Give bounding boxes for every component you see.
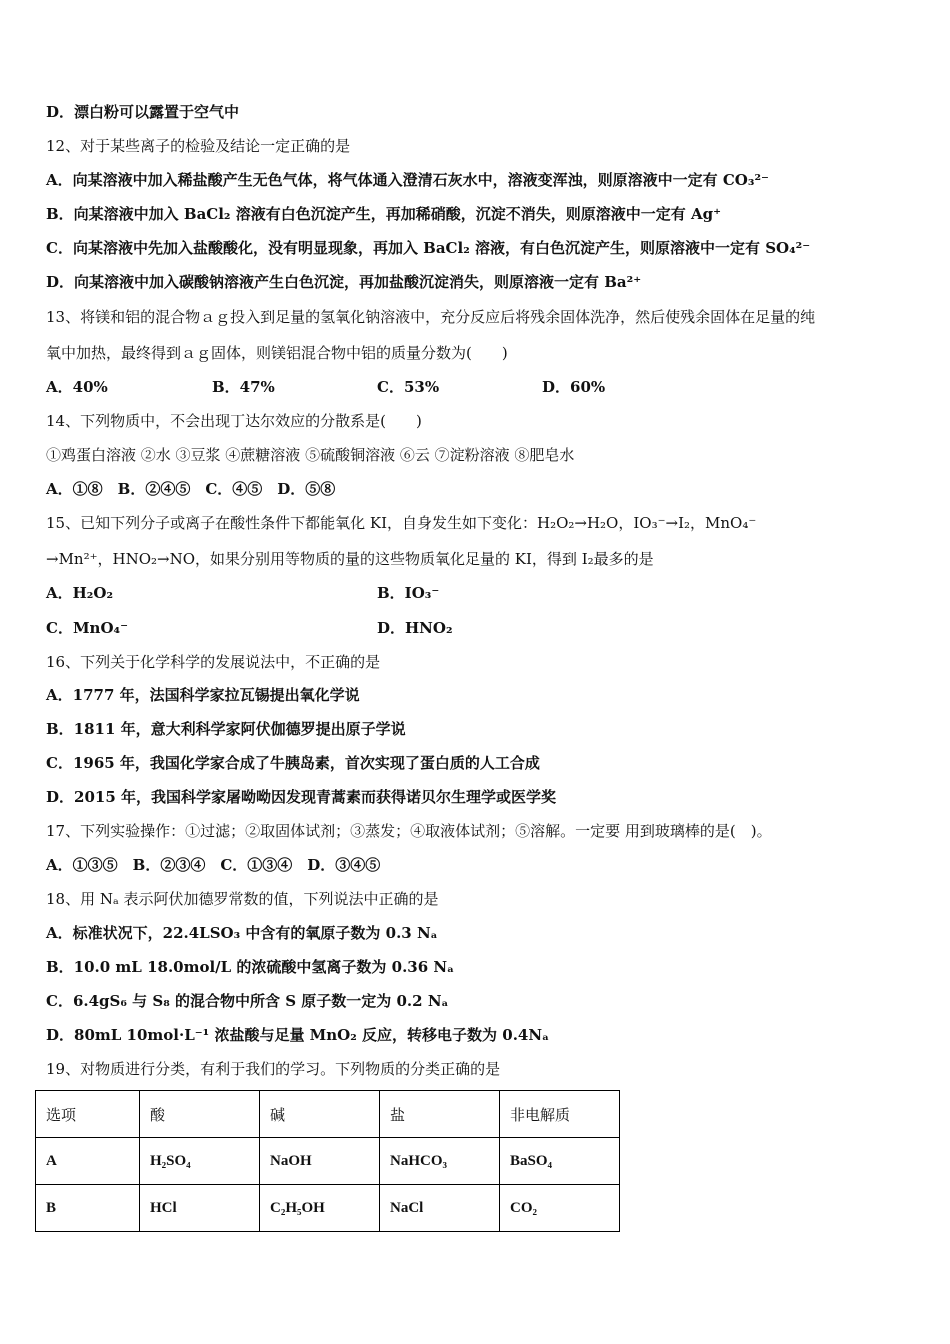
q15-option-c: C．MnO₄⁻ xyxy=(46,619,129,637)
q16-option-c: C．1965 年，我国化学家合成了牛胰岛素，首次实现了蛋白质的人工合成 xyxy=(46,754,540,772)
header-cell: 非电解质 xyxy=(500,1091,620,1138)
header-cell: 盐 xyxy=(380,1091,500,1138)
table-cell: NaHCO₃ xyxy=(380,1138,500,1185)
table-header-row xyxy=(36,1091,620,1138)
q13-option-b: B．47% xyxy=(212,378,275,396)
table-cell: C₂H₅OH xyxy=(260,1185,380,1232)
q14-stem: 14、下列物质中，不会出现丁达尔效应的分散系是( ) xyxy=(46,412,422,430)
q12-option-a: A．向某溶液中加入稀盐酸产生无色气体，将气体通入澄清石灰水中，溶液变浑浊，则原溶液中一定有 CO₃²⁻ xyxy=(46,171,769,189)
table-cell: H₂SO₄ xyxy=(140,1138,260,1185)
header-cell: 选项 xyxy=(36,1091,140,1138)
q13-stem-line1: 13、将镁和铝的混合物ａｇ投入到足量的氢氧化钠溶液中，充分反应后将残余固体洗净，然后使残余固体在足量的纯 xyxy=(46,308,816,326)
q15-stem-line1: 15、已知下列分子或离子在酸性条件下都能氧化 KI，自身发生如下变化：H₂O₂→H₂O，IO₃⁻→I₂，MnO₄⁻ xyxy=(46,514,757,532)
q16-option-b: B．1811 年，意大利科学家阿伏伽德罗提出原子学说 xyxy=(46,720,406,738)
q18-option-d: D．80mL 10mol·L⁻¹ 浓盐酸与足量 MnO₂ 反应，转移电子数为 0.4Nₐ xyxy=(46,1026,550,1044)
classification-table xyxy=(35,1090,620,1232)
q12-stem: 12、对于某些离子的检验及结论一定正确的是 xyxy=(46,137,351,155)
table-cell: HCl xyxy=(140,1185,260,1232)
q15-option-b: B．IO₃⁻ xyxy=(377,584,440,602)
q15-stem-line2: →Mn²⁺，HNO₂→NO，如果分别用等物质的量的这些物质氧化足量的 KI，得到 I₂最多的是 xyxy=(46,550,654,568)
q12-option-c: C．向某溶液中先加入盐酸酸化，没有明显现象，再加入 BaCl₂ 溶液，有白色沉淀产生，则原溶液中一定有 SO₄²⁻ xyxy=(46,239,811,257)
table-cell: NaOH xyxy=(260,1138,380,1185)
q18-option-a: A．标准状况下，22.4LSO₃ 中含有的氧原子数为 0.3 Nₐ xyxy=(46,924,438,942)
q19-stem: 19、对物质进行分类，有利于我们的学习。下列物质的分类正确的是 xyxy=(46,1060,501,1078)
q17-options: A．①③⑤ B．②③④ C．①③④ D．③④⑤ xyxy=(46,856,381,874)
q16-stem: 16、下列关于化学科学的发展说法中，不正确的是 xyxy=(46,653,381,671)
table-cell: BaSO₄ xyxy=(500,1138,620,1185)
q15-option-d: D．HNO₂ xyxy=(377,619,453,637)
q18-stem: 18、用 Nₐ 表示阿伏加德罗常数的值，下列说法中正确的是 xyxy=(46,890,439,908)
q12-option-d: D．向某溶液中加入碳酸钠溶液产生白色沉淀，再加盐酸沉淀消失，则原溶液一定有 Ba²⁺ xyxy=(46,273,642,291)
q12-option-b: B．向某溶液中加入 BaCl₂ 溶液有白色沉淀产生，再加稀硝酸，沉淀不消失，则原溶液中一定有 Ag⁺ xyxy=(46,205,721,223)
q16-option-d: D．2015 年，我国科学家屠呦呦因发现青蒿素而获得诺贝尔生理学或医学奖 xyxy=(46,788,556,806)
q17-stem: 17、下列实验操作：①过滤；②取固体试剂；③蒸发；④取液体试剂；⑤溶解。一定要 用到玻璃棒的是( )。 xyxy=(46,822,772,840)
table-row xyxy=(36,1185,620,1232)
q11-option-d: D．漂白粉可以露置于空气中 xyxy=(46,103,240,121)
q13-option-c: C．53% xyxy=(377,378,440,396)
q13-option-d: D．60% xyxy=(542,378,606,396)
table-cell: NaCl xyxy=(380,1185,500,1232)
q18-option-c: C．6.4gS₆ 与 S₈ 的混合物中所含 S 原子数一定为 0.2 Nₐ xyxy=(46,992,449,1010)
q14-items: ①鸡蛋白溶液 ②水 ③豆浆 ④蔗糖溶液 ⑤硫酸铜溶液 ⑥云 ⑦淀粉溶液 ⑧肥皂水 xyxy=(46,446,575,464)
q14-options: A．①⑧ B．②④⑤ C．④⑤ D．⑤⑧ xyxy=(46,480,336,498)
header-cell: 酸 xyxy=(140,1091,260,1138)
q13-option-a: A．40% xyxy=(46,378,108,396)
table-cell: B xyxy=(36,1185,140,1232)
table-cell: A xyxy=(36,1138,140,1185)
q18-option-b: B．10.0 mL 18.0mol/L 的浓硫酸中氢离子数为 0.36 Nₐ xyxy=(46,958,455,976)
table-cell: CO₂ xyxy=(500,1185,620,1232)
q13-stem-line2: 氧中加热，最终得到ａｇ固体，则镁铝混合物中铝的质量分数为( ) xyxy=(46,344,508,362)
q16-option-a: A．1777 年，法国科学家拉瓦锡提出氧化学说 xyxy=(46,686,360,704)
header-cell: 碱 xyxy=(260,1091,380,1138)
table-row xyxy=(36,1138,620,1185)
q15-option-a: A．H₂O₂ xyxy=(46,584,114,602)
